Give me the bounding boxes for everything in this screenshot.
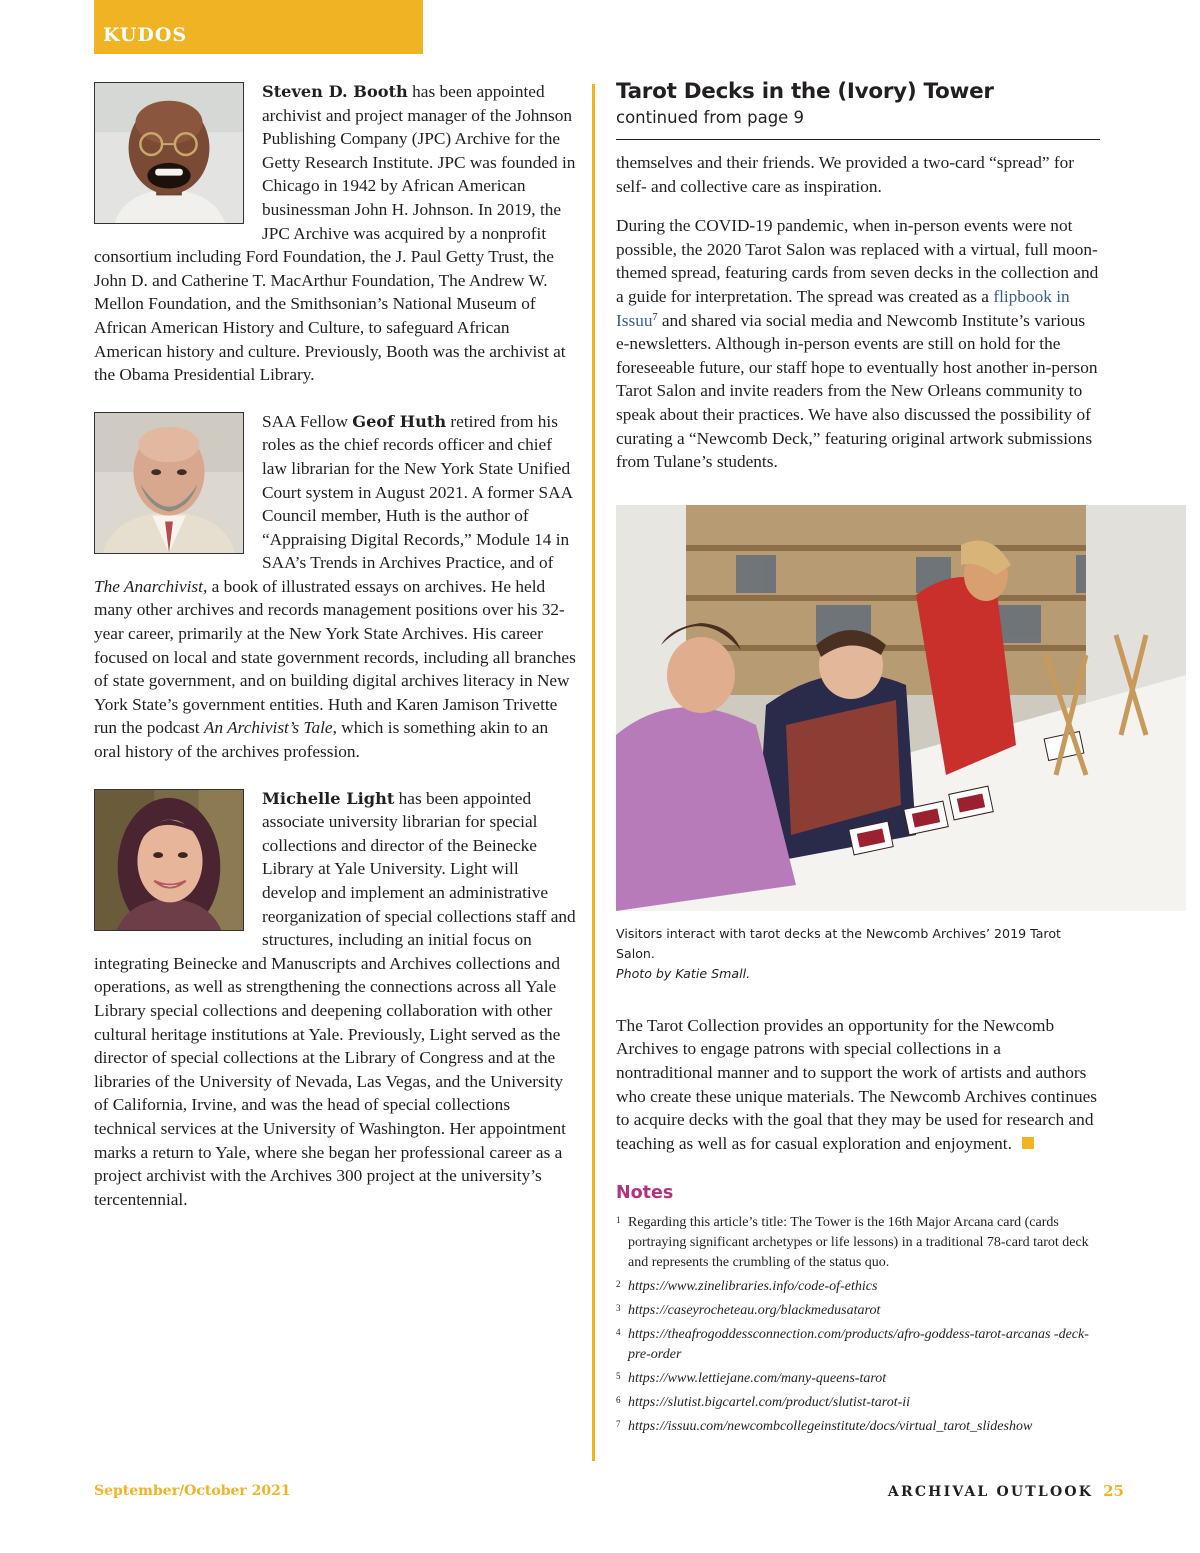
note-item bbox=[616, 1213, 1100, 1273]
book-title: The Anarchivist bbox=[94, 576, 203, 596]
bio-body: , a book of illustrated essays on archives. He held many other archives and records management positions over his 32-year career, primarily at the New York State Archives. His career focused on local and state government records, including all branches of state government, and on building digital archives literacy in New York State’s government entities. Huth and Karen Jamison Trivette run the podcast bbox=[94, 576, 576, 738]
note-url[interactable]: https://theafrogoddessconnection.com/products/afro-goddess-tarot-arcanas -deck-pre-order bbox=[628, 1327, 1089, 1363]
note-number: 2 bbox=[616, 1279, 621, 1290]
note-url[interactable]: https://www.zinelibraries.info/code-of-ethics bbox=[628, 1279, 878, 1295]
bio-body: , which is something akin to an oral history of the archives profession. bbox=[94, 718, 549, 762]
kudos-column bbox=[94, 80, 576, 1211]
portrait-booth bbox=[94, 82, 244, 224]
note-url[interactable]: https://caseyrocheteau.org/blackmedusatarot bbox=[628, 1303, 881, 1319]
note-number: 4 bbox=[616, 1327, 621, 1338]
article-paragraph bbox=[616, 214, 1100, 474]
article-subtitle: continued from page 9 bbox=[616, 106, 1100, 140]
bio-body: has been appointed archivist and project manager of the Johnson Publishing Company (JPC) Archive for the Getty Research Institute. JPC was founded in Chicago in 1942 by African American businessman John H. Johnson. In 2019, the JPC Archive was acquired by a nonprofit consortium including Ford Foundation, the J. Paul Getty Trust, the John D. and Catherine T. MacArthur Foundation, The Andrew W. Mellon Foundation, and the Smithsonian’s National Museum of African American History and Culture, to safeguard African American history and culture. Previously, Booth was the archivist at the Obama Presidential Library. bbox=[94, 82, 576, 385]
note-item[interactable] bbox=[616, 1325, 1100, 1365]
note-item[interactable] bbox=[616, 1417, 1100, 1437]
note-item[interactable] bbox=[616, 1393, 1100, 1413]
article-paragraph: themselves and their friends. We provided a two-card “spread” for self- and collective care as inspiration. bbox=[616, 153, 1074, 196]
bio-light bbox=[94, 787, 576, 1212]
article-title: Tarot Decks in the (Ivory) Tower bbox=[616, 79, 994, 104]
note-number: 5 bbox=[616, 1371, 621, 1382]
note-number: 7 bbox=[616, 1419, 621, 1430]
footnote-ref: 7 bbox=[652, 311, 658, 323]
note-item[interactable] bbox=[616, 1301, 1100, 1321]
end-of-article-mark bbox=[1022, 1137, 1034, 1149]
article-column bbox=[616, 78, 1100, 1441]
article-paragraph bbox=[616, 1014, 1100, 1156]
flipbook-link[interactable]: flipbook in Issuu bbox=[616, 286, 1070, 330]
note-url[interactable]: https://issuu.com/newcombcollegeinstitute/docs/virtual_tarot_slideshow bbox=[628, 1419, 1033, 1435]
note-number: 3 bbox=[616, 1303, 621, 1314]
bio-booth bbox=[94, 80, 576, 387]
paragraph-text: The Tarot Collection provides an opportunity for the Newcomb Archives to engage patrons with special collections in a nontraditional manner and to support the work of artists and authors who create these unique materials. The Newcomb Archives continues to acquire decks with the goal that they may be used for research and teaching as well as for casual exploration and enjoyment. bbox=[616, 1015, 1097, 1153]
photo-credit: Photo by Katie Small. bbox=[616, 965, 751, 981]
person-name: Michelle Light bbox=[262, 788, 395, 808]
paragraph-text: and shared via social media and Newcomb Institute’s various e-newsletters. Although in-person events are still on hold for the foreseeable future, our staff hope to eventually host another in-person Tarot Salon and invite readers from the New Orleans community to speak about their practices. We have also discussed the possibility of curating a “Newcomb Deck,” featuring original artwork submissions from Tulane’s students. bbox=[616, 310, 1098, 472]
note-text: Regarding this article’s title: The Tower is the 16th Major Arcana card (cards portraying significant archetypes or life lessons) in a traditional 78-card tarot deck and represents the crumbling of the status quo. bbox=[628, 1215, 1089, 1271]
note-number: 1 bbox=[616, 1215, 621, 1226]
publication-footer bbox=[888, 1482, 1124, 1500]
notes-heading: Notes bbox=[616, 1183, 674, 1204]
bio-body: has been appointed associate university librarian for special collections and director of the Beinecke Library at Yale University. Light will develop and implement an administrative reorganization of special collections staff and structures, including an initial focus on integrating Beinecke and Manuscripts and Archives collections and operations, as well as strengthening the connections across all Yale Library special collections and deepening collaboration with other cultural heritage institutions at Yale. Previously, Light served as the director of special collections at the Library of Congress and at the libraries of the University of Nevada, Las Vegas, and the University of California, Irvine, and was the head of special collections technical services at the University of Washington. Her appointment marks a return to Yale, where she began her professional career as a project archivist with the Archives 300 project at the university’s tercentennial. bbox=[94, 788, 576, 1209]
note-number: 6 bbox=[616, 1395, 621, 1406]
issue-date: September/October 2021 bbox=[94, 1483, 291, 1499]
caption-text: Visitors interact with tarot decks at the Newcomb Archives’ 2019 Tarot Salon. bbox=[616, 925, 1061, 961]
podcast-title: An Archivist’s Tale bbox=[203, 718, 333, 738]
bio-body: retired from his roles as the chief records officer and chief law librarian for the New York State Unified Court system in August 2021. A former SAA Council member, Huth is the author of “Appraising Digital Records,” Module 14 in SAA’s Trends in Archives Practice, and of bbox=[262, 411, 573, 573]
note-item[interactable] bbox=[616, 1277, 1100, 1297]
photo-caption bbox=[616, 924, 1100, 984]
note-url[interactable]: https://www.lettiejane.com/many-queens-tarot bbox=[628, 1371, 887, 1387]
column-divider bbox=[592, 84, 595, 1461]
paragraph-text: During the COVID-19 pandemic, when in-person events were not possible, the 2020 Tarot Salon was replaced with a virtual, full moon-themed spread, featuring cards from seven decks in the collection and a guide for interpretation. The spread was created as a bbox=[616, 216, 1099, 306]
person-name: Geof Huth bbox=[352, 411, 447, 431]
notes-list bbox=[616, 1213, 1100, 1437]
page-number: 25 bbox=[1103, 1482, 1124, 1500]
note-item[interactable] bbox=[616, 1369, 1100, 1389]
person-name: Steven D. Booth bbox=[262, 82, 408, 101]
bio-huth bbox=[94, 410, 576, 764]
note-url[interactable]: https://slutist.bigcartel.com/product/slutist-tarot-ii bbox=[628, 1395, 911, 1411]
portrait-huth bbox=[94, 412, 244, 554]
tarot-salon-photo bbox=[616, 505, 1186, 911]
section-label: KUDOS bbox=[94, 0, 423, 54]
portrait-light bbox=[94, 789, 244, 931]
bio-prefix: SAA Fellow bbox=[262, 411, 353, 431]
publication-name: ARCHIVAL OUTLOOK bbox=[887, 1484, 1094, 1500]
